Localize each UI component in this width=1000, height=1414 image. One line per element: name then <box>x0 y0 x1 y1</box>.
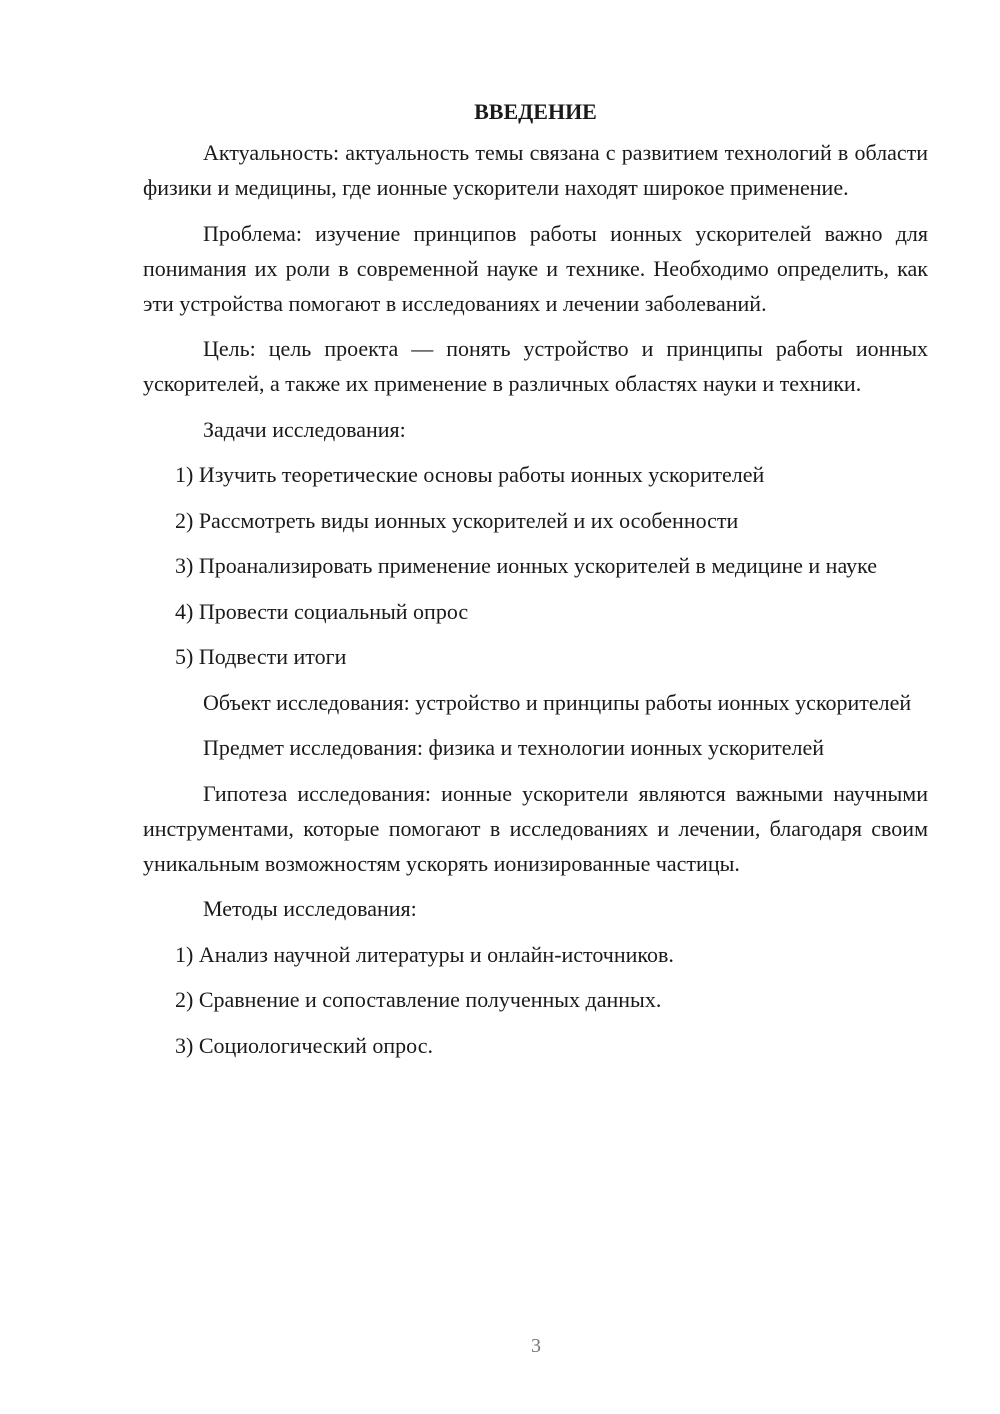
page-number: 3 <box>531 1335 541 1357</box>
method-item: 3) Социологический опрос. <box>175 1032 433 1058</box>
relevance-paragraph: Актуальность: актуальность темы связана с развитием технологий в области физики и медицины, где ионные ускорители находят широкое применение. <box>143 140 928 200</box>
document-body <box>143 94 928 1073</box>
section-title: ВВЕДЕНИЕ <box>474 99 597 124</box>
task-item: 1) Изучить теоретические основы работы ионных ускорителей <box>175 462 765 487</box>
task-item: 3) Проанализировать применение ионных ускорителей в медицине и науке <box>175 553 877 578</box>
goal-paragraph: Цель: цель проекта — понять устройство и принципы работы ионных ускорителей, а также их применение в различных областях науки и техники. <box>143 336 928 396</box>
method-item: 1) Анализ научной литературы и онлайн-источников. <box>175 941 674 967</box>
task-item: 2) Рассмотреть виды ионных ускорителей и их особенности <box>175 507 739 533</box>
tasks-heading: Задачи исследования: <box>203 416 406 442</box>
methods-heading: Методы исследования: <box>203 896 417 921</box>
object-paragraph: Объект исследования: устройство и принципы работы ионных ускорителей <box>203 689 912 715</box>
subject-paragraph: Предмет исследования: физика и технологии ионных ускорителей <box>203 735 825 760</box>
problem-paragraph: Проблема: изучение принципов работы ионных ускорителей важно для понимания их роли в современной науке и технике. Необходимо определить, как эти устройства помогают в исследованиях и лечении заболеваний. <box>143 220 928 316</box>
hypothesis-paragraph: Гипотеза исследования: ионные ускорители являются важными научными инструментами, которые помогают в исследованиях и лечении, благодаря своим уникальным возможностям ускорять ионизированные частицы. <box>143 780 928 876</box>
task-item: 4) Провести социальный опрос <box>175 598 469 624</box>
task-item: 5) Подвести итоги <box>175 644 347 669</box>
method-item: 2) Сравнение и сопоставление полученных данных. <box>175 987 662 1012</box>
